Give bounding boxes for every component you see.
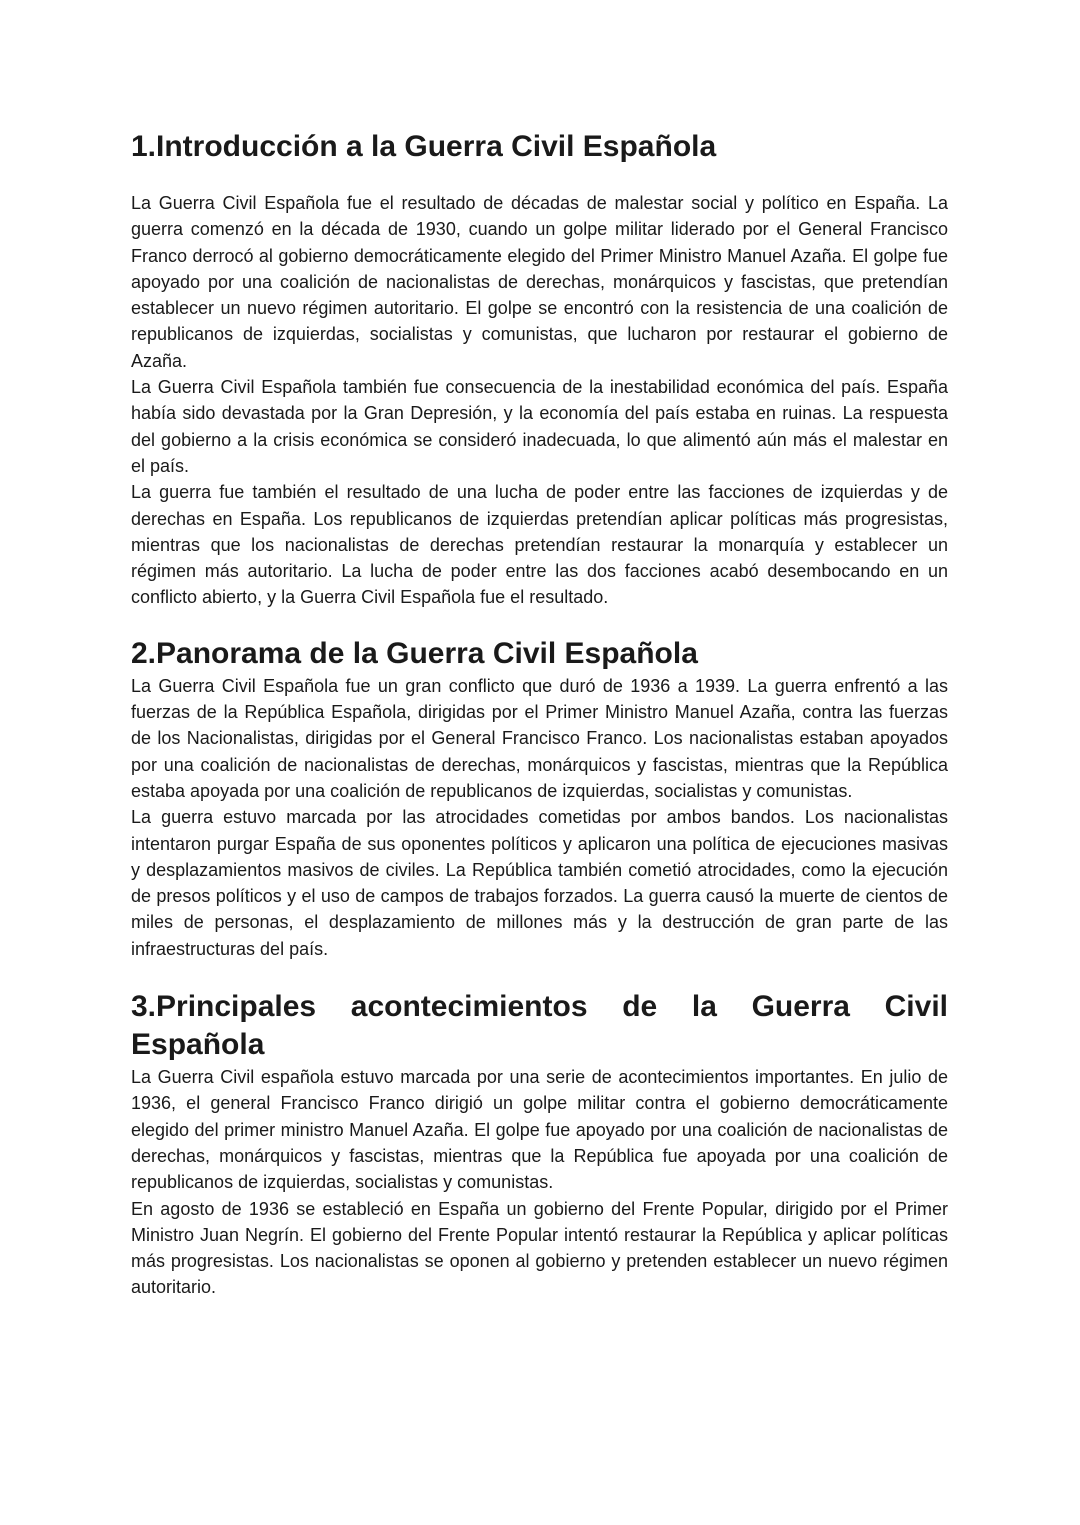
section-2-paragraph-2: La guerra estuvo marcada por las atrocidades cometidas por ambos bandos. Los nacionalistas intentaron purgar España de sus oponentes políticos y aplicaron una política de ejecuciones masivas y desplazamientos masivos de civiles. La República también cometió atrocidades, como la ejecución de presos políticos y el uso de campos de trabajos forzados. La guerra causó la muerte de cientos de miles de personas, el desplazamiento de millones más y la destrucción de gran parte de las infraestructuras del país. <box>131 807 948 959</box>
section-2-heading: 2.Panorama de la Guerra Civil Española <box>131 636 698 670</box>
section-1-paragraph-3: La guerra fue también el resultado de una lucha de poder entre las facciones de izquierdas y de derechas en España. Los republicanos de izquierdas pretendían aplicar políticas más progresistas, mientras que los nacionalistas de derechas pretendían restaurar la monarquía y establecer un régimen más autoritario. La lucha de poder entre las dos facciones acabó desembocando en un conflicto abierto, y la Guerra Civil Española fue el resultado. <box>131 482 948 608</box>
section-3-paragraph-1: La Guerra Civil española estuvo marcada por una serie de acontecimientos importantes. En julio de 1936, el general Francisco Franco dirigió un golpe militar contra el gobierno democráticamente elegido del primer ministro Manuel Azaña. El golpe fue apoyado por una coalición de nacionalistas de derechas, monárquicos y fascistas, mientras que la República fue apoyada por una coalición de republicanos de izquierdas, socialistas y comunistas. <box>131 1067 948 1193</box>
section-1-paragraph-1: La Guerra Civil Española fue el resultado de décadas de malestar social y político en España. La guerra comenzó en la década de 1930, cuando un golpe militar liderado por el General Francisco Franco derrocó al gobierno democráticamente elegido del Primer Ministro Manuel Azaña. El golpe fue apoyado por una coalición de nacionalistas de derechas, monárquicos y fascistas, que pretendían establecer un nuevo régimen autoritario. El golpe se encontró con la resistencia de una coalición de republicanos de izquierdas, socialistas y comunistas, que lucharon por restaurar el gobierno de Azaña. <box>131 193 948 371</box>
section-2-paragraph-1: La Guerra Civil Española fue un gran conflicto que duró de 1936 a 1939. La guerra enfrentó a las fuerzas de la República Española, dirigidas por el Primer Ministro Manuel Azaña, contra las fuerzas de los Nacionalistas, dirigidas por el General Francisco Franco. Los nacionalistas estaban apoyados por una coalición de nacionalistas de derechas, monárquicos y fascistas, mientras que la República estaba apoyada por una coalición de republicanos de izquierdas, socialistas y comunistas. <box>131 675 948 801</box>
document-page <box>131 128 948 1301</box>
section-1-heading: 1.Introducción a la Guerra Civil Española <box>131 130 717 163</box>
section-3-heading: 3.Principales acontecimientos de la Guerra Civil Española <box>131 990 948 1062</box>
section-3-paragraph-2: En agosto de 1936 se estableció en España un gobierno del Frente Popular, dirigido por el Primer Ministro Juan Negrín. El gobierno del Frente Popular intentó restaurar la República y aplicar políticas más progresistas. Los nacionalistas se oponen al gobierno y pretenden establecer un nuevo régimen autoritario. <box>131 1198 948 1298</box>
section-1-paragraph-2: La Guerra Civil Española también fue consecuencia de la inestabilidad económica del país. España había sido devastada por la Gran Depresión, y la economía del país estaba en ruinas. La respuesta del gobierno a la crisis económica se consideró inadecuada, lo que alimentó aún más el malestar en el país. <box>131 377 948 476</box>
